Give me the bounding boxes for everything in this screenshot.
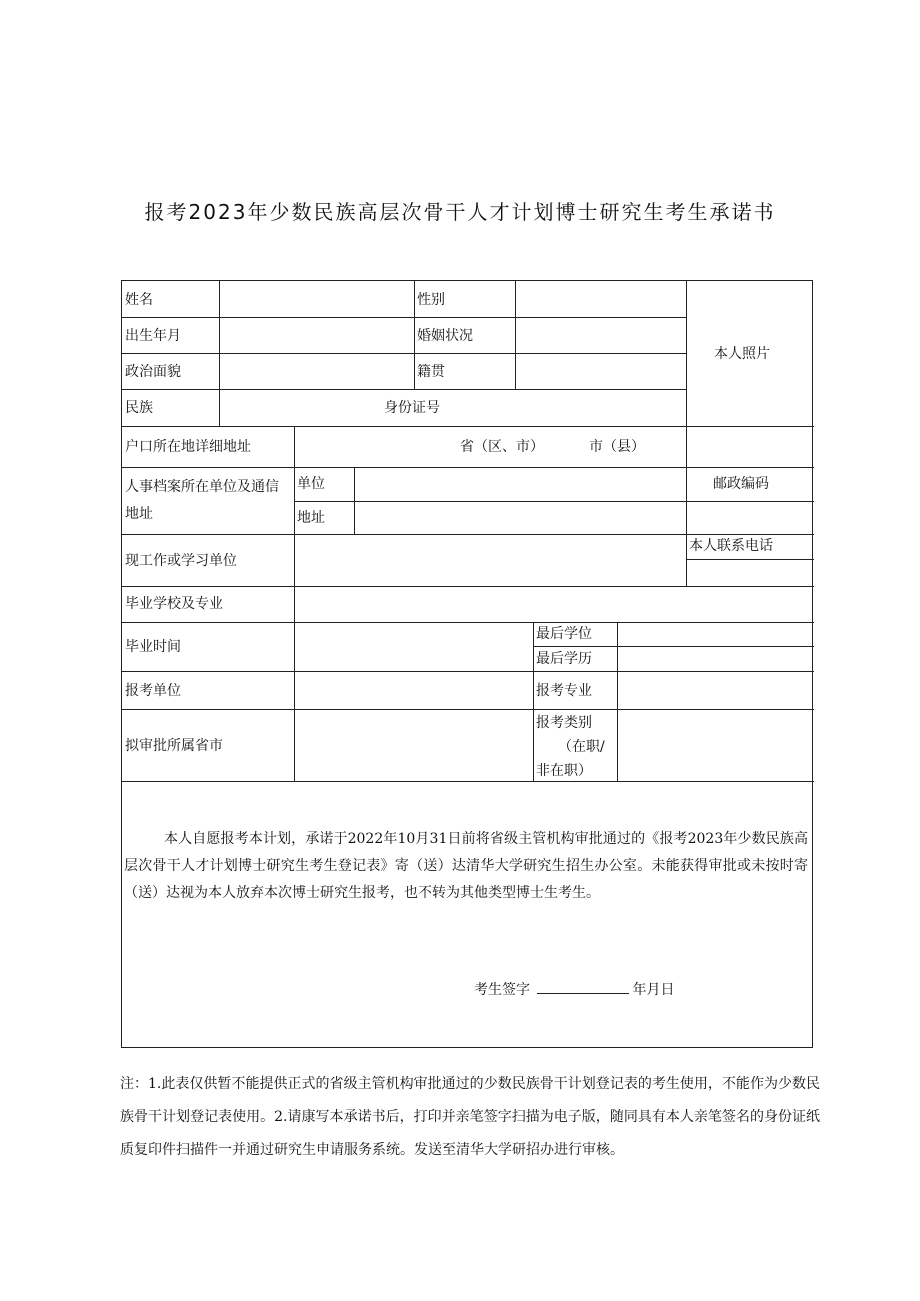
native-field[interactable] (516, 354, 686, 389)
approval-province-field[interactable] (295, 710, 533, 781)
promise-text: 本人自愿报考本计划，承诺于2022年10月31日前将省级主管机构审批通过的《报考2023年少数民族高层次骨干人才计划博士研究生考生登记表》寄（送）达清华大学研究生招生办公室。未能获得审批或未按时寄（送）达视为本人放弃本次博士研究生报考，也不转为其他类型博士生考生。 (124, 831, 808, 901)
last-education-label: 最后学历 (536, 651, 592, 667)
marital-label: 婚姻状况 (417, 328, 473, 344)
address-label: 地址 (297, 510, 325, 526)
apply-major-field[interactable] (618, 672, 814, 709)
grad-time-label: 毕业时间 (125, 639, 181, 655)
name-label: 姓名 (125, 292, 153, 308)
apply-type-label-line2: （在职/ (558, 739, 605, 755)
political-field[interactable] (220, 354, 414, 389)
approval-province-label: 拟审批所属省市 (125, 738, 223, 754)
apply-type-label-line3: 非在职） (536, 763, 592, 779)
school-major-field[interactable] (295, 587, 814, 622)
apply-type-label-line1: 报考类别 (536, 715, 592, 731)
school-major-label: 毕业学校及专业 (125, 596, 223, 612)
archive-unit-field[interactable] (355, 468, 686, 501)
apply-unit-label: 报考单位 (125, 683, 181, 699)
page-title: 报考2023年少数民族高层次骨干人才计划博士研究生考生承诺书 (144, 200, 776, 224)
apply-unit-field[interactable] (295, 672, 533, 709)
work-unit-field[interactable] (295, 535, 686, 586)
marital-field[interactable] (516, 318, 686, 353)
ethnicity-label: 民族 (125, 400, 153, 416)
gender-field[interactable] (516, 281, 686, 317)
name-field[interactable] (220, 281, 414, 317)
id-number-label: 身份证号 (384, 400, 440, 416)
birth-field[interactable] (220, 318, 414, 353)
photo-label: 本人照片 (714, 346, 770, 362)
signature-field[interactable] (537, 981, 629, 994)
archive-label-line2: 地址 (125, 506, 153, 522)
signature-label: 考生签字 (474, 982, 530, 998)
signature-line (474, 979, 674, 999)
footnote: 注：1.此表仅供暂不能提供正式的省级主管机构审批通过的少数民族骨干计划登记表的考生使用，不能作为少数民族骨干计划登记表使用。2.请康写本承诺书后，打印并亲笔签字扫描为电子版，随同具有本人亲笔签名的身份证纸质复印件扫描件一并通过研究生申请服务系统。发送至清华大学研招办进行审核。 (120, 1076, 820, 1158)
phone-label: 本人联系电话 (689, 538, 773, 554)
unit-label: 单位 (297, 476, 325, 492)
apply-type-field[interactable] (618, 710, 814, 781)
grad-time-field[interactable] (295, 623, 533, 671)
apply-major-label: 报考专业 (536, 683, 592, 699)
last-degree-label: 最后学位 (536, 626, 592, 642)
birth-label: 出生年月 (125, 328, 181, 344)
phone-field[interactable] (687, 560, 814, 586)
work-unit-label: 现工作或学习单位 (125, 553, 237, 569)
gender-label: 性别 (417, 292, 445, 308)
city-label: 市（县） (589, 439, 645, 455)
commitment-form (121, 280, 813, 1048)
signature-date: 年月日 (632, 982, 675, 998)
political-label: 政治面貌 (125, 364, 181, 380)
last-degree-field[interactable] (618, 623, 814, 646)
last-education-field[interactable] (618, 647, 814, 671)
province-label: 省（区、市） (460, 439, 544, 455)
archive-address-field[interactable] (355, 502, 686, 534)
postcode-label: 邮政编码 (713, 476, 769, 492)
native-label: 籍贯 (417, 364, 445, 380)
archive-label-line1: 人事档案所在单位及通信 (125, 479, 279, 495)
household-label: 户口所在地详细地址 (125, 439, 251, 455)
